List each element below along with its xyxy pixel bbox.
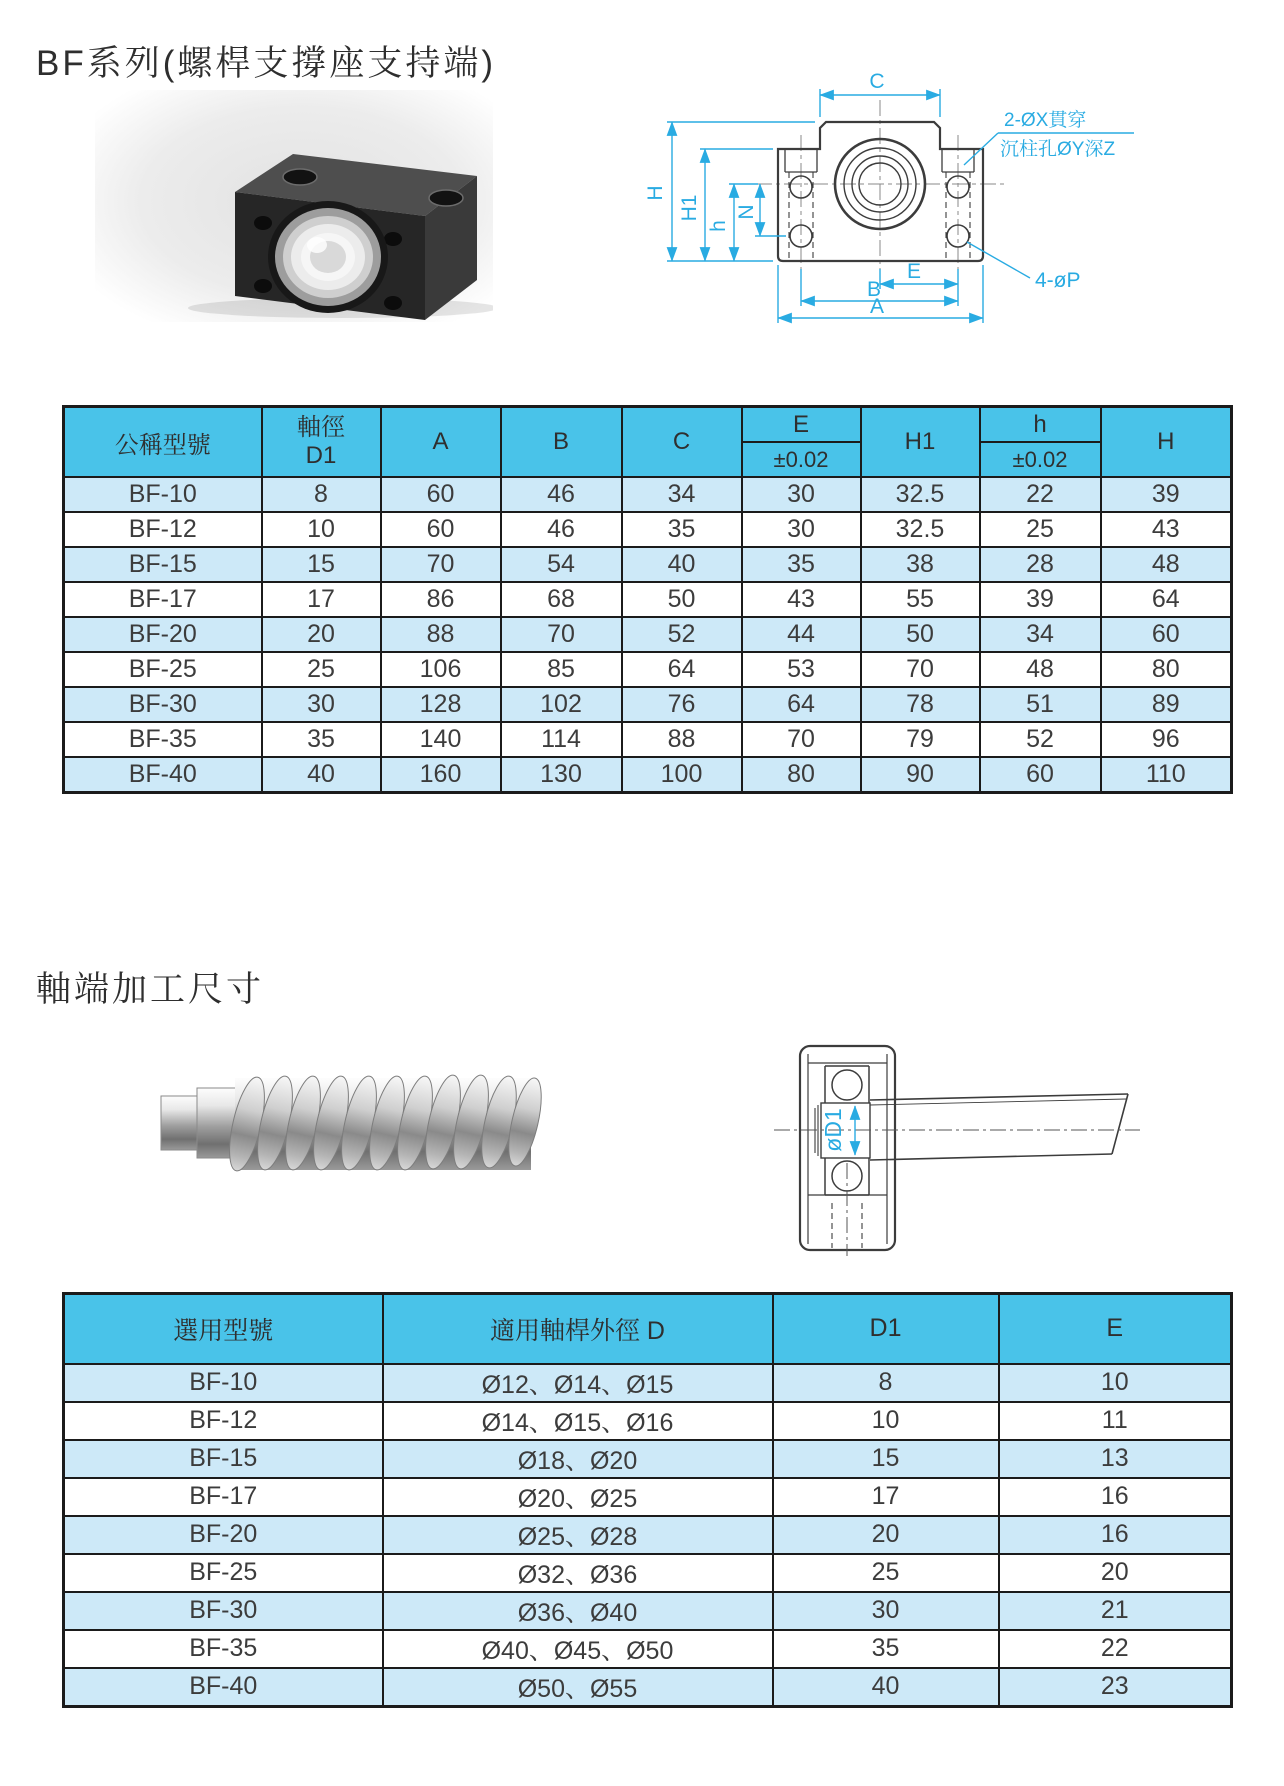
spec-table [62, 405, 1230, 794]
cell-model: BF-40 [64, 757, 262, 792]
col-header-c: C [622, 407, 742, 478]
cell-model: BF-20 [64, 1516, 383, 1554]
col-header-shaft-od: 適用軸桿外徑 D [383, 1294, 773, 1364]
cell-b: 114 [501, 722, 622, 757]
cell-shaft-od: Ø36、Ø40 [383, 1592, 773, 1630]
product-photo-support-block [95, 90, 493, 322]
centerlines [756, 100, 1004, 278]
table-row [64, 1364, 1232, 1402]
table-row [64, 617, 1232, 652]
callout-4-holes: 4-øP [1035, 269, 1081, 292]
callout-counterbore: 沉柱孔ØY深Z [1000, 139, 1116, 160]
cell-h-low: 48 [980, 652, 1101, 687]
cell-h1: 32.5 [861, 477, 980, 512]
cell-b: 70 [501, 617, 622, 652]
cell-model: BF-10 [64, 1364, 383, 1402]
callout-through-holes: 2-ØX貫穿 [1004, 110, 1087, 131]
cell-model: BF-10 [64, 477, 262, 512]
cell-d1: 30 [262, 687, 381, 722]
cell-d1: 20 [262, 617, 381, 652]
cell-h1: 55 [861, 582, 980, 617]
front-view-drawing [562, 45, 1162, 330]
col-header-d1: D1 [773, 1294, 999, 1364]
dim-label-n: N [735, 204, 758, 220]
cell-model: BF-25 [64, 652, 262, 687]
col-header-b: B [501, 407, 622, 478]
col-header-h1: H1 [861, 407, 980, 478]
cell-shaft-od: Ø32、Ø36 [383, 1554, 773, 1592]
header-row [64, 407, 1232, 478]
table-row [64, 1554, 1232, 1592]
dim-label-a: A [869, 295, 885, 318]
dim-label-d1: øD1 [820, 1108, 846, 1152]
col-header-model: 公稱型號 [64, 407, 262, 478]
cell-e: 44 [742, 617, 861, 652]
cell-shaft-od: Ø18、Ø20 [383, 1440, 773, 1478]
cell-d1: 15 [773, 1440, 999, 1478]
cell-h-cap: 60 [1101, 617, 1232, 652]
cell-d1: 17 [773, 1478, 999, 1516]
shaft [870, 1094, 1128, 1160]
cell-h1: 32.5 [861, 512, 980, 547]
cell-h1: 50 [861, 617, 980, 652]
cell-model: BF-40 [64, 1668, 383, 1707]
cell-model: BF-35 [64, 1630, 383, 1668]
screw-shaft-photo [133, 1030, 553, 1210]
cell-shaft-od: Ø20、Ø25 [383, 1478, 773, 1516]
cell-d1: 10 [773, 1402, 999, 1440]
col-header-e [742, 407, 861, 478]
table-row [64, 1440, 1232, 1478]
cell-shaft-od: Ø40、Ø45、Ø50 [383, 1630, 773, 1668]
cell-a: 70 [381, 547, 501, 582]
shaft-selection-table [62, 1292, 1230, 1708]
cell-h-low: 39 [980, 582, 1101, 617]
cell-b: 130 [501, 757, 622, 792]
table-row [64, 757, 1232, 792]
cell-e: 23 [999, 1668, 1232, 1707]
page-title: BF系列(螺桿支撐座支持端) [36, 44, 497, 83]
cell-a: 128 [381, 687, 501, 722]
cell-model: BF-15 [64, 547, 262, 582]
cell-e: 20 [999, 1554, 1232, 1592]
table-row [64, 1630, 1232, 1668]
cell-model: BF-17 [64, 582, 262, 617]
cell-b: 85 [501, 652, 622, 687]
cell-c: 40 [622, 547, 742, 582]
cell-d1: 17 [262, 582, 381, 617]
cell-e: 64 [742, 687, 861, 722]
cell-e: 16 [999, 1478, 1232, 1516]
cell-h-cap: 64 [1101, 582, 1232, 617]
table-row [64, 722, 1232, 757]
table-row [64, 1592, 1232, 1630]
cell-d1: 25 [262, 652, 381, 687]
cell-e: 53 [742, 652, 861, 687]
table-row [64, 547, 1232, 582]
cell-a: 60 [381, 477, 501, 512]
cell-e: 30 [742, 477, 861, 512]
col-header-h-low-label: h [981, 408, 1100, 443]
cell-a: 140 [381, 722, 501, 757]
cell-d1: 35 [773, 1630, 999, 1668]
cell-c: 64 [622, 652, 742, 687]
col-header-h-low [980, 407, 1101, 478]
cell-model: BF-35 [64, 722, 262, 757]
col-header-model: 選用型號 [64, 1294, 383, 1364]
cell-e: 11 [999, 1402, 1232, 1440]
cell-model: BF-15 [64, 1440, 383, 1478]
table-row [64, 582, 1232, 617]
cell-d1: 8 [773, 1364, 999, 1402]
col-header-d1-line1: 軸徑 [297, 414, 345, 442]
cell-e: 13 [999, 1440, 1232, 1478]
col-header-h-low-tolerance: ±0.02 [1012, 446, 1068, 472]
cell-b: 68 [501, 582, 622, 617]
cell-h-cap: 80 [1101, 652, 1232, 687]
cell-e: 80 [742, 757, 861, 792]
dim-label-h1: H1 [678, 194, 701, 222]
cell-d1: 10 [262, 512, 381, 547]
cell-e: 35 [742, 547, 861, 582]
cell-a: 160 [381, 757, 501, 792]
cell-shaft-od: Ø14、Ø15、Ø16 [383, 1402, 773, 1440]
cell-a: 88 [381, 617, 501, 652]
cell-d1: 15 [262, 547, 381, 582]
dim-label-h-cap: H [644, 185, 667, 201]
cell-h-low: 34 [980, 617, 1101, 652]
cell-h-cap: 110 [1101, 757, 1232, 792]
cell-h-low: 60 [980, 757, 1101, 792]
col-header-d1-line2: D1 [305, 442, 337, 469]
screw-shaft-illustration [133, 1030, 553, 1210]
cell-e: 16 [999, 1516, 1232, 1554]
cell-e: 22 [999, 1630, 1232, 1668]
cell-d1: 35 [262, 722, 381, 757]
dim-label-e: E [906, 260, 922, 283]
cell-h-low: 22 [980, 477, 1101, 512]
cell-model: BF-25 [64, 1554, 383, 1592]
dim-label-c: C [869, 70, 885, 93]
cell-c: 35 [622, 512, 742, 547]
table-row [64, 652, 1232, 687]
table-row [64, 1478, 1232, 1516]
cell-h-low: 52 [980, 722, 1101, 757]
cell-b: 102 [501, 687, 622, 722]
table-row [64, 687, 1232, 722]
dim-label-b: B [866, 278, 882, 301]
cell-h1: 78 [861, 687, 980, 722]
cell-h1: 38 [861, 547, 980, 582]
cell-model: BF-20 [64, 617, 262, 652]
cell-model: BF-12 [64, 512, 262, 547]
cell-h-cap: 43 [1101, 512, 1232, 547]
dim-label-h-low: h [707, 220, 730, 232]
header-row [64, 1294, 1232, 1364]
col-header-e-label: E [743, 408, 860, 443]
cell-h-low: 51 [980, 687, 1101, 722]
shaft-end-section-drawing [772, 1008, 1142, 1260]
cell-h-cap: 96 [1101, 722, 1232, 757]
cell-a: 106 [381, 652, 501, 687]
cell-h-cap: 39 [1101, 477, 1232, 512]
table-row [64, 512, 1232, 547]
cell-shaft-od: Ø12、Ø14、Ø15 [383, 1364, 773, 1402]
cell-b: 46 [501, 512, 622, 547]
table-row [64, 1402, 1232, 1440]
cell-c: 50 [622, 582, 742, 617]
cell-d1: 20 [773, 1516, 999, 1554]
cell-model: BF-17 [64, 1478, 383, 1516]
table-row [64, 1668, 1232, 1707]
cell-model: BF-30 [64, 1592, 383, 1630]
cell-c: 52 [622, 617, 742, 652]
col-header-d1 [262, 407, 381, 478]
cell-h1: 70 [861, 652, 980, 687]
cell-e: 70 [742, 722, 861, 757]
table-row [64, 477, 1232, 512]
cell-e: 43 [742, 582, 861, 617]
cell-d1: 8 [262, 477, 381, 512]
cell-h1: 90 [861, 757, 980, 792]
cell-c: 76 [622, 687, 742, 722]
cell-a: 86 [381, 582, 501, 617]
col-header-e-tolerance: ±0.02 [773, 446, 829, 472]
cell-d1: 40 [262, 757, 381, 792]
cell-h-low: 25 [980, 512, 1101, 547]
cell-shaft-od: Ø25、Ø28 [383, 1516, 773, 1554]
cell-e: 10 [999, 1364, 1232, 1402]
col-header-h-cap: H [1101, 407, 1232, 478]
cell-a: 60 [381, 512, 501, 547]
cell-b: 46 [501, 477, 622, 512]
cell-b: 54 [501, 547, 622, 582]
cell-shaft-od: Ø50、Ø55 [383, 1668, 773, 1707]
cell-d1: 40 [773, 1668, 999, 1707]
section-title-shaft-end: 軸端加工尺寸 [36, 970, 265, 1009]
cell-c: 34 [622, 477, 742, 512]
cell-h-cap: 48 [1101, 547, 1232, 582]
cell-c: 100 [622, 757, 742, 792]
cell-h1: 79 [861, 722, 980, 757]
table-row [64, 1516, 1232, 1554]
cell-model: BF-30 [64, 687, 262, 722]
cell-h-cap: 89 [1101, 687, 1232, 722]
col-header-a: A [381, 407, 501, 478]
cell-h-low: 28 [980, 547, 1101, 582]
cell-e: 21 [999, 1592, 1232, 1630]
support-block-illustration [95, 90, 493, 322]
cell-d1: 30 [773, 1592, 999, 1630]
col-header-e: E [999, 1294, 1232, 1364]
cell-d1: 25 [773, 1554, 999, 1592]
cell-e: 30 [742, 512, 861, 547]
cell-c: 88 [622, 722, 742, 757]
cell-model: BF-12 [64, 1402, 383, 1440]
